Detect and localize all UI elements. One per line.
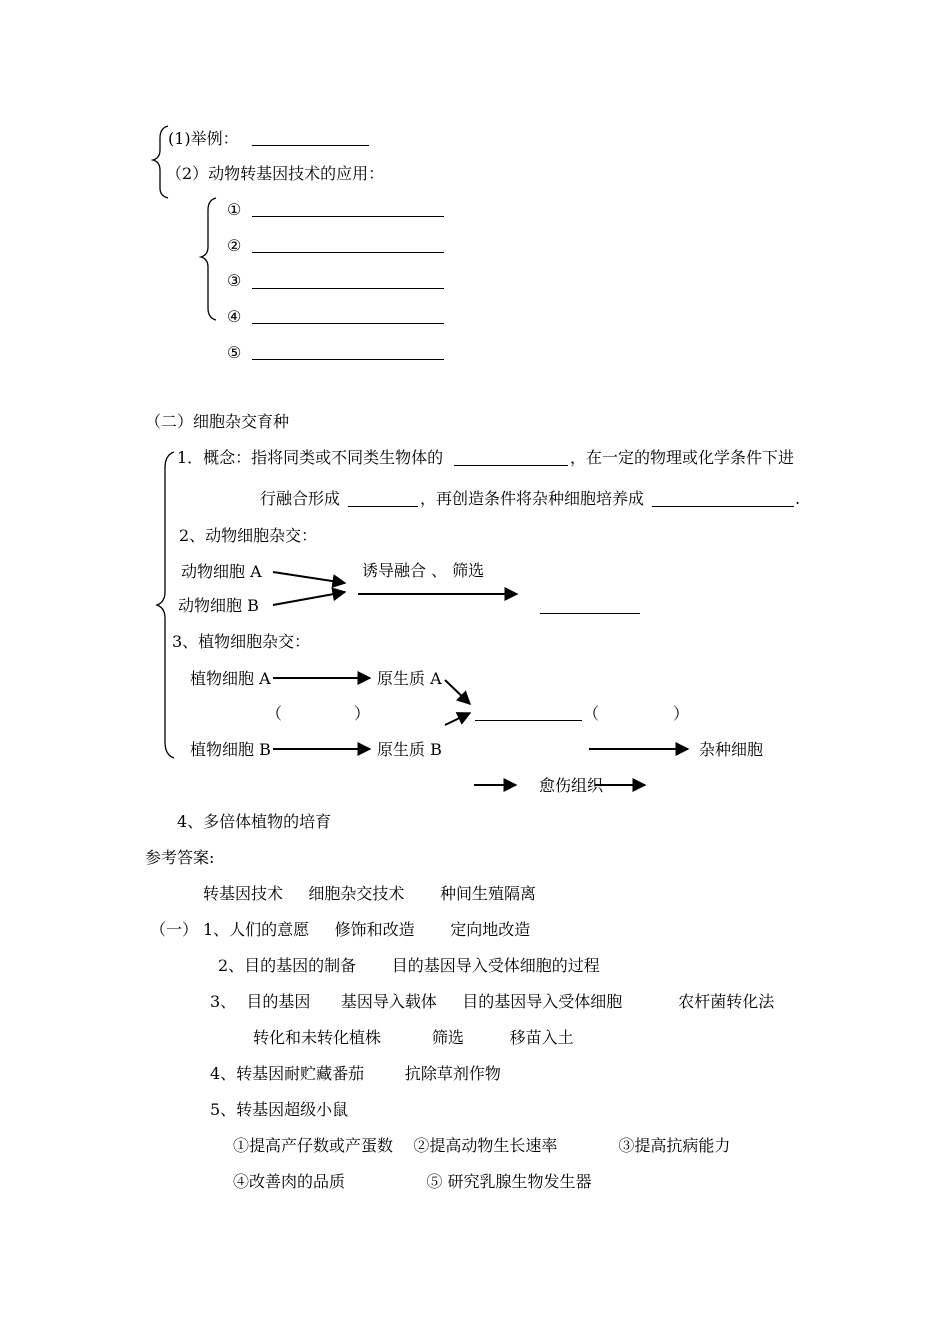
answer-line-8: ①提高产仔数或产蛋数 ②提高动物生长速率 ③提高抗病能力 — [233, 1136, 731, 1155]
brace-top — [153, 126, 168, 198]
arrow-protoplast-a — [445, 680, 470, 704]
hybrid-cell-label: 杂种细胞 — [699, 740, 764, 759]
application-item-5-number: ⑤ — [227, 343, 242, 362]
application-item-1-blank — [252, 216, 444, 217]
brace-cell-hybrid — [157, 452, 174, 758]
answer-line-9: ④改善肉的品质 ⑤ 研究乳腺生物发生器 — [233, 1172, 592, 1191]
protoplast-b: 原生质 B — [377, 740, 442, 759]
application-item-2-blank — [252, 252, 444, 253]
paren-left-2: （ — [583, 704, 600, 723]
application-item-3-number: ③ — [227, 271, 242, 290]
concept-blank-2 — [348, 506, 418, 507]
answer-line-5: 转化和未转化植株 筛选 移苗入土 — [253, 1028, 574, 1047]
arrow-animal-b — [273, 592, 345, 605]
answer-line-2-prefix: （一） — [150, 920, 199, 939]
animal-cell-a: 动物细胞 A — [181, 562, 262, 581]
protoplast-a: 原生质 A — [377, 669, 442, 688]
polyploid-heading: 4、多倍体植物的培育 — [177, 812, 332, 831]
concept-blank-1 — [454, 465, 568, 466]
example-label: (1)举例： — [168, 129, 239, 148]
animal-result-blank — [540, 613, 640, 614]
concept-text-3: 行融合形成 — [260, 489, 341, 508]
concept-end: . — [795, 489, 801, 508]
answers-heading: 参考答案: — [145, 848, 215, 867]
paren-left-1: （ — [266, 704, 283, 723]
concept-blank-3 — [652, 506, 794, 507]
plant-cell-a: 植物细胞 A — [190, 669, 271, 688]
plant-cell-b: 植物细胞 B — [190, 740, 271, 759]
application-item-4-blank — [252, 323, 444, 324]
answer-line-1: 转基因技术 细胞杂交技术 种间生殖隔离 — [203, 884, 537, 903]
animal-cell-b: 动物细胞 B — [178, 596, 259, 615]
application-item-5-blank — [252, 359, 444, 360]
application-item-4-number: ④ — [227, 307, 242, 326]
concept-text-2: ，在一定的物理或化学条件下进 — [570, 448, 795, 467]
answer-line-4: 3、 目的基因 基因导入载体 目的基因导入受体细胞 农杆菌转化法 — [210, 992, 775, 1011]
answer-line-7: 5、转基因超级小鼠 — [210, 1100, 349, 1119]
paren-right-1: ） — [354, 704, 371, 723]
arrow-protoplast-b — [445, 713, 470, 725]
arrow-animal-a — [273, 572, 345, 583]
concept-text-4: ，再创造条件将杂种细胞培养成 — [420, 489, 645, 508]
paren-right-2: ） — [673, 704, 690, 723]
example-blank — [252, 145, 369, 146]
application-item-1-number: ① — [227, 200, 242, 219]
brace-applications — [201, 198, 216, 320]
answer-line-3: 2、目的基因的制备 目的基因导入受体细胞的过程 — [218, 956, 600, 975]
callus-label: 愈伤组织 — [539, 776, 604, 795]
application-item-2-number: ② — [227, 236, 242, 255]
plant-hybrid-heading: 3、植物细胞杂交： — [172, 632, 311, 651]
animal-hybrid-heading: 2、动物细胞杂交： — [179, 526, 318, 545]
application-item-3-blank — [252, 288, 444, 289]
animal-process-label: 诱导融合 、 筛选 — [362, 561, 485, 580]
application-label: （2）动物转基因技术的应用： — [166, 164, 385, 183]
answer-line-6: 4、转基因耐贮藏番茄 抗除草剂作物 — [210, 1064, 501, 1083]
answer-line-2: 1、人们的意愿 修饰和改造 定向地改造 — [203, 920, 531, 939]
fusion-result-blank — [475, 720, 582, 721]
cell-hybrid-heading: （二）细胞杂交育种 — [145, 412, 290, 431]
concept-text-1: 1．概念：指将同类或不同类生物体的 — [177, 448, 444, 467]
